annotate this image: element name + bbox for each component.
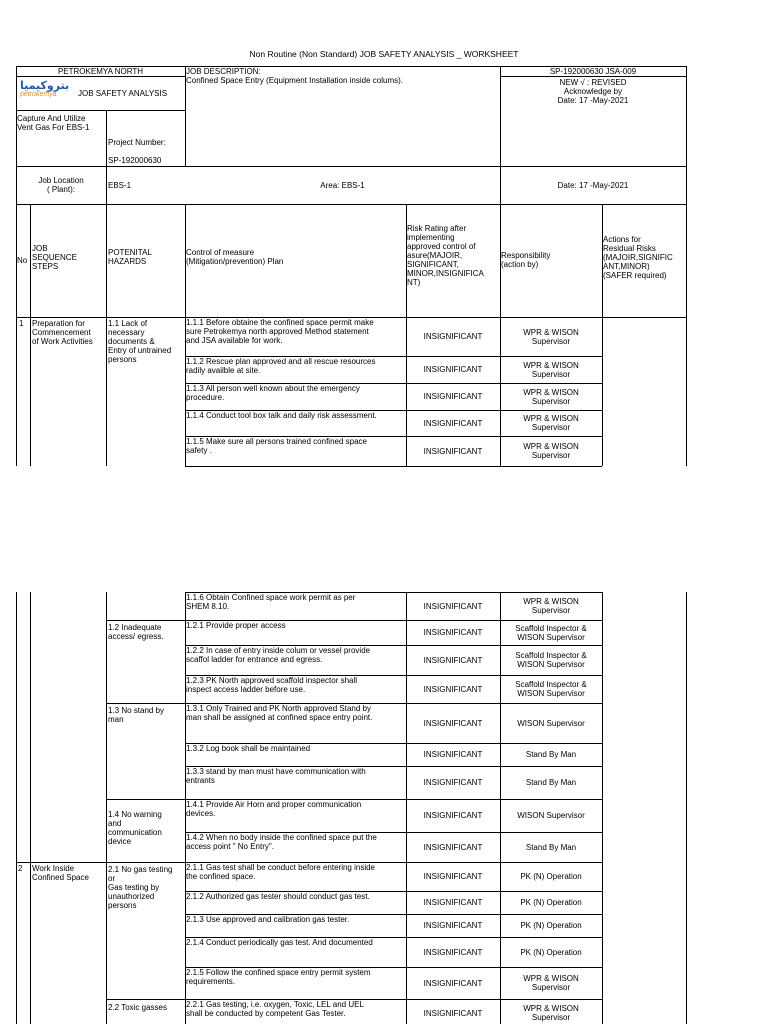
responsibility: WPR & WISON Supervisor	[523, 974, 579, 992]
risk-rating: INSIGNIFICANT	[423, 898, 483, 907]
risk-rating: INSIGNIFICANT	[423, 392, 483, 401]
step-number: 2	[18, 864, 23, 873]
hazard: 1.2 Inadequate access/ egress.	[108, 623, 164, 641]
control-measure: 1.3.1 Only Trained and PK North approved Stand by man shall be assigned at confined space entry point.	[186, 704, 373, 722]
responsibility: WPR & WISON Supervisor	[523, 597, 579, 615]
responsibility: Scaffold Inspector & WISON Supervisor	[515, 651, 587, 669]
control-measure: 1.2.3 PK North approved scaffold inspector shall inspect access ladder before use.	[186, 676, 358, 694]
risk-rating: INSIGNIFICANT	[423, 947, 483, 957]
control-measure: 1.1.5 Make sure all persons trained confined space safety .	[186, 437, 367, 455]
col-header-no: No	[17, 256, 28, 265]
document-number: SP-192000630 JSA-009	[549, 67, 637, 76]
control-measure: 1.3.3 stand by man must have communication with entrants	[186, 767, 366, 785]
responsibility: PK (N) Operation	[520, 898, 582, 907]
job-step: Preparation for Commencement of Work Activities	[32, 319, 93, 346]
hazard: 1.1 Lack of necessary documents & Entry of untrained persons	[108, 319, 172, 364]
risk-rating: INSIGNIFICANT	[423, 921, 483, 930]
responsibility: WISON Supervisor	[517, 811, 585, 820]
responsibility: WPR & WISON Supervisor	[523, 327, 579, 346]
col-header-responsibility: Responsibility (action by)	[501, 251, 551, 269]
control-measure: 1.3.2 Log book shall be maintained	[186, 744, 311, 753]
risk-rating: INSIGNIFICANT	[423, 446, 483, 456]
risk-rating: INSIGNIFICANT	[423, 601, 483, 611]
risk-rating: INSIGNIFICANT	[423, 978, 483, 988]
col-header-control: Control of measure (Mitigation/prevention) Plan	[186, 248, 284, 266]
project-number: Project Number: SP-192000630	[108, 138, 166, 165]
responsibility: Stand By Man	[525, 842, 577, 852]
col-header-steps: JOB SEQUENCE STEPS	[32, 244, 77, 271]
responsibility: PK (N) Operation	[520, 947, 582, 957]
responsibility: PK (N) Operation	[520, 872, 582, 881]
responsibility: WPR & WISON Supervisor	[523, 1004, 579, 1022]
risk-rating: INSIGNIFICANT	[423, 365, 483, 374]
col-header-actions: Actions for Residual Risks (MAJOIR,SIGNIFIC ANT,MINOR) (SAFER required)	[603, 235, 673, 280]
risk-rating: INSIGNIFICANT	[423, 684, 483, 694]
risk-rating: INSIGNIFICANT	[423, 750, 483, 759]
responsibility: PK (N) Operation	[520, 921, 582, 930]
control-measure: 2.1.3 Use approved and calibration gas tester.	[186, 915, 350, 924]
risk-rating: INSIGNIFICANT	[423, 872, 483, 881]
responsibility: Stand By Man	[525, 750, 577, 759]
control-measure: 1.2.1 Provide proper access	[186, 621, 286, 630]
responsibility: WPR & WISON Supervisor	[523, 387, 579, 406]
responsibility: WISON Supervisor	[517, 718, 585, 728]
col-header-hazards: POTENITAL HAZARDS	[108, 248, 152, 266]
risk-rating: INSIGNIFICANT	[423, 628, 483, 637]
hazard: 1.4 No warning and communication device	[108, 810, 162, 846]
risk-rating: INSIGNIFICANT	[423, 842, 483, 852]
job-location-label: Job Location ( Plant):	[38, 176, 84, 194]
job-step: Work Inside Confined Space	[32, 864, 89, 882]
risk-rating: INSIGNIFICANT	[423, 811, 483, 820]
col-header-risk: Risk Rating after implementing approved control of asure(MAJOIR, SIGNIFICANT, MINOR,INSIGNIFICA NT)	[407, 224, 484, 287]
responsibility: WPR & WISON Supervisor	[523, 360, 579, 379]
jsa-label: JOB SAFETY ANALYSIS	[78, 89, 168, 98]
control-measure: 2.1.4 Conduct periodically gas test. And documented	[186, 938, 373, 947]
control-measure: 1.4.2 When no body inside the confined space put the access point " No Entry".	[186, 833, 377, 851]
location-date: Date: 17 -May-2021	[557, 181, 629, 190]
risk-rating: INSIGNIFICANT	[423, 332, 483, 341]
control-measure: 1.2.2 In case of entry inside colum or vessel provide scaffol ladder for entrance and egress.	[186, 646, 371, 664]
document-title: Non Routine (Non Standard) JOB SAFETY ANALYSIS _ WORKSHEET	[249, 49, 519, 59]
job-location: EBS-1	[108, 181, 132, 190]
control-measure: 1.1.2 Rescue plan approved and all rescue resources radily availble at site.	[186, 357, 376, 375]
control-measure: 2.1.1 Gas test shall be conduct before entering inside the confined space.	[186, 863, 376, 881]
responsibility: WPR & WISON Supervisor	[523, 442, 579, 460]
control-measure: 2.1.5 Follow the confined space entry permit system requirements.	[186, 968, 371, 986]
step-number: 1	[19, 319, 24, 328]
area: Area: EBS-1	[320, 181, 365, 190]
control-measure: 2.1.2 Authorized gas tester should conduct gas test.	[186, 892, 370, 901]
hazard: 2.2 Toxic gasses	[108, 1003, 167, 1012]
hazard: 2.1 No gas testing or Gas testing by unauthorized persons	[108, 865, 173, 910]
company-logo: بتروكيميا petrokemya	[20, 79, 70, 98]
control-measure: 1.1.1 Before obtaine the confined space permit make sure Petrokemya north approved Method statement and JSA available for work.	[186, 318, 374, 345]
project-name: Capture And Utilize Vent Gas For EBS-1	[17, 114, 90, 132]
responsibility: Scaffold Inspector & WISON Supervisor	[515, 623, 587, 642]
control-measure: 1.1.6 Obtain Confined space work permit as per SHEM 8.10.	[186, 593, 356, 611]
revision-status: NEW √ : REVISED	[559, 78, 627, 87]
acknowledge-label: Acknowledge by	[563, 87, 623, 96]
control-measure: 2.2.1 Gas testing, i.e. oxygen, Toxic, LEL and UEL shall be conducted by competent Gas Tester.	[186, 1000, 364, 1018]
control-measure: 1.1.4 Conduct tool box talk and daily risk assessment.	[186, 411, 377, 420]
risk-rating: INSIGNIFICANT	[423, 1008, 483, 1018]
risk-rating: INSIGNIFICANT	[423, 655, 483, 665]
header-date: Date: 17 -May-2021	[557, 96, 629, 105]
hazard: 1.3 No stand by man	[108, 706, 165, 724]
company-name: PETROKEMYA NORTH	[57, 67, 144, 76]
risk-rating: INSIGNIFICANT	[423, 718, 483, 728]
responsibility: WPR & WISON Supervisor	[523, 414, 579, 432]
risk-rating: INSIGNIFICANT	[423, 418, 483, 428]
responsibility: Scaffold Inspector & WISON Supervisor	[515, 680, 587, 698]
risk-rating: INSIGNIFICANT	[423, 778, 483, 787]
responsibility: Stand By Man	[525, 778, 577, 787]
control-measure: 1.1.3 All person well known about the emergency procedure.	[186, 384, 360, 402]
control-measure: 1.4.1 Provide Air Horn and proper communication devices.	[186, 800, 362, 818]
job-description: Confined Space Entry (Equipment Installation inside colums).	[186, 76, 403, 85]
job-description-label: JOB DESCRIPTION:	[186, 67, 261, 76]
